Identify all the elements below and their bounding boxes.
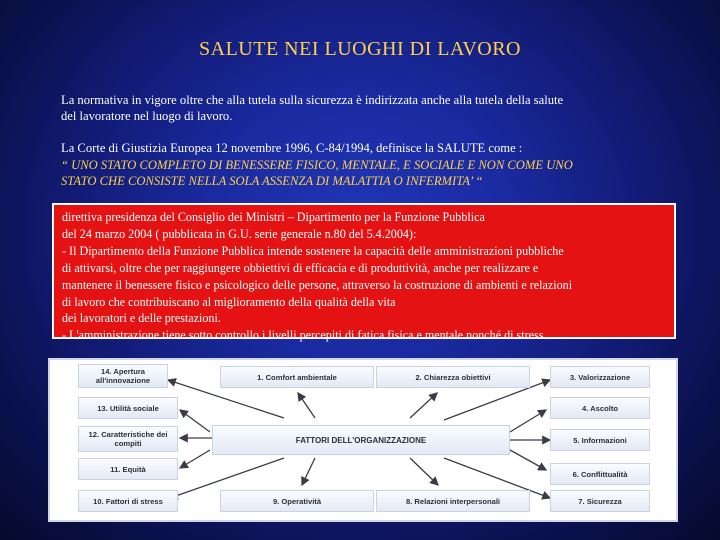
factor-5 <box>550 429 650 451</box>
factor-label: 1. Comfort ambientale <box>257 372 337 382</box>
factor-label: 12. Caratteristiche dei <box>88 430 168 439</box>
directive-line: - L'amministrazione tiene sotto controllo i livelli percepiti di fatica fisica e mentale nonché di stress <box>62 328 544 343</box>
factor-label: 10. Fattori di stress <box>93 496 163 506</box>
directive-line: di attivarsi, oltre che per raggiungere obbiettivi di efficacia e di produttività, anche per realizzare e <box>62 260 539 275</box>
health-definition-quote <box>61 157 681 189</box>
directive-line: direttiva presidenza del Consiglio dei Ministri – Dipartimento per la Funzione Pubblica <box>62 210 485 224</box>
directive-line: di lavoro che contribuiscano al miglioramento della qualità della vita <box>62 294 396 309</box>
factor-10 <box>78 490 178 512</box>
factor-2 <box>376 366 530 388</box>
factor-label: 5. Informazioni <box>573 435 627 445</box>
arrow-to-factor-4 <box>510 410 546 432</box>
factor-label: 8. Relazioni interpersonali <box>405 496 501 506</box>
factor-center: FATTORI DELL'ORGANIZZAZIONE <box>212 425 510 455</box>
arrow-to-factor-6 <box>510 450 546 470</box>
arrow-to-factor-1 <box>298 393 315 418</box>
organization-factors-diagram <box>48 358 678 522</box>
factor-4 <box>550 397 650 419</box>
intro-line: del lavoratore nel luogo di lavoro. <box>61 109 233 123</box>
arrow-to-factor-11 <box>180 450 210 468</box>
directive-line: dei lavoratori e delle prestazioni. <box>62 311 221 326</box>
slide-title: SALUTE NEI LUOGHI DI LAVORO <box>199 38 521 60</box>
directive-line: mantenere il benessere fisico e psicologico delle persone, attraverso la costruzione di ambienti e relazioni <box>62 277 573 292</box>
intro-paragraph <box>61 92 681 124</box>
factor-label: 4. Ascolto <box>581 403 618 413</box>
court-sentence: La Corte di Giustizia Europea 12 novembre 1996, C-84/1994, definisce la SALUTE come : <box>61 141 523 155</box>
factor-9 <box>220 490 374 512</box>
directive-line: - Il Dipartimento della Funzione Pubblica intende sostenere la capacità delle amministrazioni pubbliche <box>62 243 564 258</box>
arrow-to-factor-2 <box>410 393 437 418</box>
factor-12 <box>78 426 178 452</box>
factor-11 <box>78 458 178 480</box>
arrow-to-factor-8 <box>410 458 438 485</box>
arrow-to-factor-13 <box>180 410 210 432</box>
factor-7 <box>550 490 650 512</box>
intro-line: La normativa in vigore oltre che alla tutela sulla sicurezza è indirizzata anche alla tutela della salute <box>61 93 564 107</box>
factor-label: all'innovazione <box>95 376 151 385</box>
factor-1 <box>220 366 374 388</box>
quote-line: “ UNO STATO COMPLETO DI BENESSERE FISICO, MENTALE, E SOCIALE E NON COME UNO <box>61 158 573 172</box>
factor-8 <box>376 490 530 512</box>
factor-3 <box>550 366 650 388</box>
directive-line: del 24 marzo 2004 ( pubblicata in G.U. serie generale n.80 del 5.4.2004): <box>62 226 417 241</box>
factor-14 <box>78 364 168 388</box>
quote-line: STATO CHE CONSISTE NELLA SOLA ASSENZA DI MALATTIA O INFERMITA’ “ <box>61 174 483 188</box>
factor-label: 13. Utilità sociale <box>97 403 159 413</box>
arrow-to-factor-9 <box>302 458 315 485</box>
factor-label: 6. Conflittualità <box>572 469 628 479</box>
factor-label: 7. Sicurezza <box>578 496 622 506</box>
factor-label: 11. Equità <box>110 464 146 474</box>
factor-6 <box>550 463 650 485</box>
factor-label: 2. Chiarezza obiettivi <box>415 372 491 382</box>
directive-box <box>52 203 676 343</box>
factor-13 <box>78 397 178 419</box>
factor-label: 9. Operatività <box>272 496 322 506</box>
factor-label: 3. Valorizzazione <box>569 372 631 382</box>
factor-label: compiti <box>114 439 142 448</box>
factor-label: 14. Apertura <box>100 367 146 376</box>
